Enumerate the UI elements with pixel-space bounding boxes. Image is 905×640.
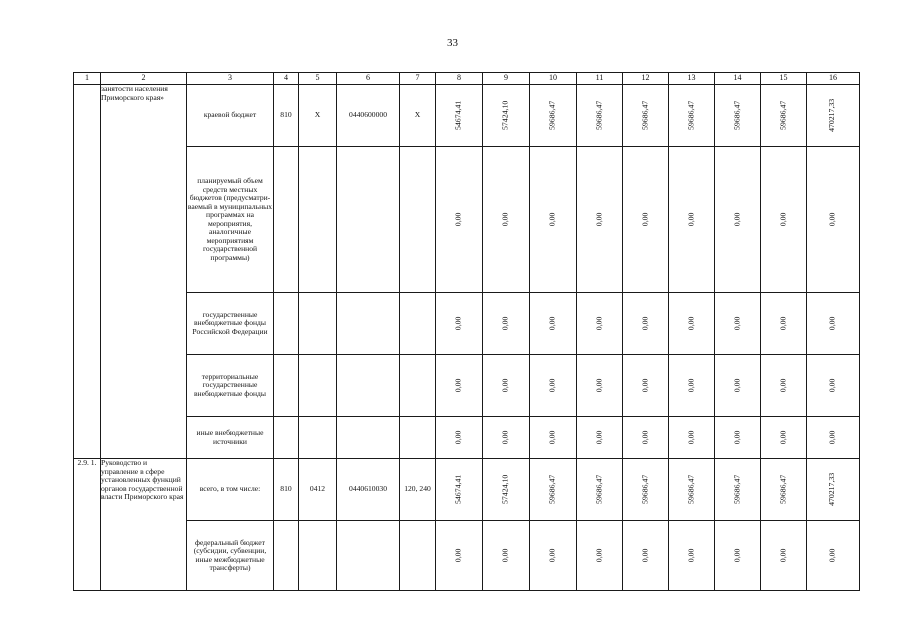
value-text: 0,00: [778, 212, 788, 227]
code-cell-c6: [337, 355, 400, 417]
funding-source: территориальные государственные внебюджетные фонды: [187, 355, 274, 417]
value-text: 0,00: [594, 430, 604, 445]
item-name: занятости населения Приморского края»: [101, 85, 187, 459]
code-cell-c5: [299, 521, 337, 591]
value-cell: [807, 85, 860, 147]
column-number: 5: [299, 73, 337, 85]
value-text: 0,00: [594, 378, 604, 393]
column-number: 15: [761, 73, 807, 85]
column-number: 2: [101, 73, 187, 85]
value-text: 54674,41: [453, 474, 463, 505]
value-text: 59686,47: [778, 474, 788, 505]
value-text: 59686,47: [732, 100, 742, 131]
value-cell: [483, 459, 530, 521]
value-text: 0,00: [732, 212, 742, 227]
value-text: 59686,47: [686, 100, 696, 131]
value-cell: [436, 355, 483, 417]
value-text: 0,00: [547, 430, 557, 445]
value-text: 59686,47: [732, 474, 742, 505]
funding-source: иные внебюджетные источники: [187, 417, 274, 459]
value-text: 0,00: [500, 316, 510, 331]
value-text: 0,00: [594, 316, 604, 331]
code-cell-c6: [337, 147, 400, 293]
column-number-row: [74, 73, 860, 85]
value-text: 59686,47: [594, 100, 604, 131]
value-cell: [577, 147, 623, 293]
value-cell: [715, 417, 761, 459]
value-cell: [715, 85, 761, 147]
column-number: 14: [715, 73, 761, 85]
value-cell: [483, 417, 530, 459]
value-cell: [483, 355, 530, 417]
value-cell: [577, 521, 623, 591]
value-text: 0,00: [732, 430, 742, 445]
item-number: 2.9. 1.: [74, 459, 101, 591]
value-cell: [436, 417, 483, 459]
code-cell-c7: [400, 147, 436, 293]
value-cell: [623, 147, 669, 293]
column-number: 7: [400, 73, 436, 85]
value-text: 59686,47: [547, 474, 557, 505]
code-cell-c4: [274, 417, 299, 459]
value-cell: [623, 293, 669, 355]
column-number: 11: [577, 73, 623, 85]
value-cell: [669, 85, 715, 147]
value-text: 0,00: [453, 212, 463, 227]
code-cell-c4: [274, 147, 299, 293]
value-cell: [530, 459, 577, 521]
item-name: Руководство и управление в сфере установленных функций органов государственной власти Приморского края: [101, 459, 187, 591]
value-text: 0,00: [640, 430, 650, 445]
value-text: 0,00: [732, 548, 742, 563]
value-cell: [623, 459, 669, 521]
value-text: 0,00: [547, 548, 557, 563]
value-text: 0,00: [778, 316, 788, 331]
funding-source: государственные внебюджетные фонды Российской Федерации: [187, 293, 274, 355]
value-cell: [807, 355, 860, 417]
value-text: 0,00: [594, 548, 604, 563]
column-number: 4: [274, 73, 299, 85]
value-text: 0,00: [686, 316, 696, 331]
value-text: 0,00: [827, 430, 837, 445]
code-cell-c6: 0440610030: [337, 459, 400, 521]
page-number: 33: [447, 37, 458, 49]
value-cell: [483, 85, 530, 147]
value-text: 0,00: [686, 430, 696, 445]
value-text: 0,00: [640, 378, 650, 393]
value-text: 0,00: [640, 548, 650, 563]
value-cell: [436, 521, 483, 591]
value-cell: [623, 521, 669, 591]
value-text: 0,00: [778, 548, 788, 563]
value-cell: [761, 147, 807, 293]
column-number: 1: [74, 73, 101, 85]
code-cell-c7: [400, 521, 436, 591]
value-cell: [530, 147, 577, 293]
value-text: 0,00: [827, 212, 837, 227]
value-text: 0,00: [827, 548, 837, 563]
value-text: 0,00: [686, 378, 696, 393]
code-cell-c6: 0440600000: [337, 85, 400, 147]
value-cell: [577, 355, 623, 417]
code-cell-c5: [299, 293, 337, 355]
value-cell: [436, 85, 483, 147]
value-text: 0,00: [453, 316, 463, 331]
value-cell: [530, 355, 577, 417]
value-text: 0,00: [778, 378, 788, 393]
value-text: 59686,47: [686, 474, 696, 505]
column-number: 12: [623, 73, 669, 85]
value-cell: [669, 417, 715, 459]
funding-source: федеральный бюджет (субсидии, субвенции, иные межбюджетные трансферты): [187, 521, 274, 591]
value-cell: [807, 521, 860, 591]
value-cell: [715, 293, 761, 355]
code-cell-c4: 810: [274, 85, 299, 147]
code-cell-c6: [337, 293, 400, 355]
code-cell-c7: [400, 293, 436, 355]
value-text: 0,00: [686, 548, 696, 563]
code-cell-c7: [400, 355, 436, 417]
value-text: 59686,47: [547, 100, 557, 131]
value-text: 0,00: [686, 212, 696, 227]
value-text: 470217,33: [827, 98, 837, 133]
value-cell: [807, 459, 860, 521]
column-number: 9: [483, 73, 530, 85]
value-text: 0,00: [732, 316, 742, 331]
table-row: [74, 293, 860, 355]
value-text: 0,00: [827, 378, 837, 393]
value-cell: [530, 293, 577, 355]
value-cell: [436, 147, 483, 293]
value-cell: [761, 417, 807, 459]
code-cell-c7: [400, 417, 436, 459]
value-cell: [530, 85, 577, 147]
value-text: 54674,41: [453, 100, 463, 131]
value-text: 0,00: [640, 316, 650, 331]
value-text: 59686,47: [778, 100, 788, 131]
value-cell: [436, 459, 483, 521]
column-number: 16: [807, 73, 860, 85]
value-cell: [807, 417, 860, 459]
value-cell: [761, 85, 807, 147]
value-cell: [807, 293, 860, 355]
value-cell: [669, 355, 715, 417]
value-text: 0,00: [500, 548, 510, 563]
value-text: 57424,10: [500, 474, 510, 505]
table-row: [74, 417, 860, 459]
value-cell: [623, 355, 669, 417]
code-cell-c4: [274, 521, 299, 591]
value-cell: [530, 417, 577, 459]
value-cell: [761, 293, 807, 355]
value-text: 0,00: [453, 378, 463, 393]
value-cell: [483, 147, 530, 293]
table-row: [74, 147, 860, 293]
value-cell: [669, 293, 715, 355]
table-row: [74, 459, 860, 521]
code-cell-c4: 810: [274, 459, 299, 521]
column-number: 13: [669, 73, 715, 85]
value-cell: [623, 417, 669, 459]
value-cell: [483, 521, 530, 591]
code-cell-c4: [274, 355, 299, 417]
value-text: 59686,47: [640, 474, 650, 505]
column-number: 10: [530, 73, 577, 85]
value-cell: [577, 85, 623, 147]
table-row: [74, 355, 860, 417]
value-cell: [483, 293, 530, 355]
value-cell: [715, 521, 761, 591]
code-cell-c5: 0412: [299, 459, 337, 521]
value-cell: [761, 459, 807, 521]
value-text: 0,00: [453, 548, 463, 563]
value-text: 0,00: [453, 430, 463, 445]
funding-source: планируемый объем средств местных бюджетов (предусматри-ваемый в муниципальных программах на мероприятия, аналогичные мероприятиям государственной программы): [187, 147, 274, 293]
value-cell: [669, 147, 715, 293]
value-cell: [761, 521, 807, 591]
value-text: 0,00: [547, 316, 557, 331]
value-text: 0,00: [640, 212, 650, 227]
value-text: 470217,33: [827, 472, 837, 507]
item-number: [74, 85, 101, 459]
value-cell: [436, 293, 483, 355]
value-cell: [577, 417, 623, 459]
table-row: [74, 85, 860, 147]
value-text: 0,00: [594, 212, 604, 227]
value-cell: [807, 147, 860, 293]
value-text: 0,00: [827, 316, 837, 331]
column-number: 3: [187, 73, 274, 85]
value-text: 0,00: [500, 430, 510, 445]
code-cell-c6: [337, 417, 400, 459]
value-text: 0,00: [500, 212, 510, 227]
value-text: 57424,10: [500, 100, 510, 131]
code-cell-c6: [337, 521, 400, 591]
code-cell-c5: X: [299, 85, 337, 147]
value-text: 0,00: [547, 212, 557, 227]
value-cell: [715, 459, 761, 521]
value-text: 0,00: [778, 430, 788, 445]
column-number: 6: [337, 73, 400, 85]
value-text: 59686,47: [594, 474, 604, 505]
value-text: 59686,47: [640, 100, 650, 131]
value-cell: [715, 355, 761, 417]
table-row: [74, 521, 860, 591]
budget-table: [73, 72, 860, 591]
funding-source: краевой бюджет: [187, 85, 274, 147]
value-cell: [577, 293, 623, 355]
value-text: 0,00: [732, 378, 742, 393]
code-cell-c5: [299, 417, 337, 459]
code-cell-c5: [299, 147, 337, 293]
code-cell-c4: [274, 293, 299, 355]
value-cell: [530, 521, 577, 591]
funding-source: всего, в том числе:: [187, 459, 274, 521]
column-number: 8: [436, 73, 483, 85]
value-cell: [669, 521, 715, 591]
value-cell: [715, 147, 761, 293]
value-text: 0,00: [547, 378, 557, 393]
code-cell-c7: X: [400, 85, 436, 147]
value-cell: [761, 355, 807, 417]
value-cell: [669, 459, 715, 521]
value-cell: [623, 85, 669, 147]
code-cell-c5: [299, 355, 337, 417]
code-cell-c7: 120, 240: [400, 459, 436, 521]
value-cell: [577, 459, 623, 521]
value-text: 0,00: [500, 378, 510, 393]
